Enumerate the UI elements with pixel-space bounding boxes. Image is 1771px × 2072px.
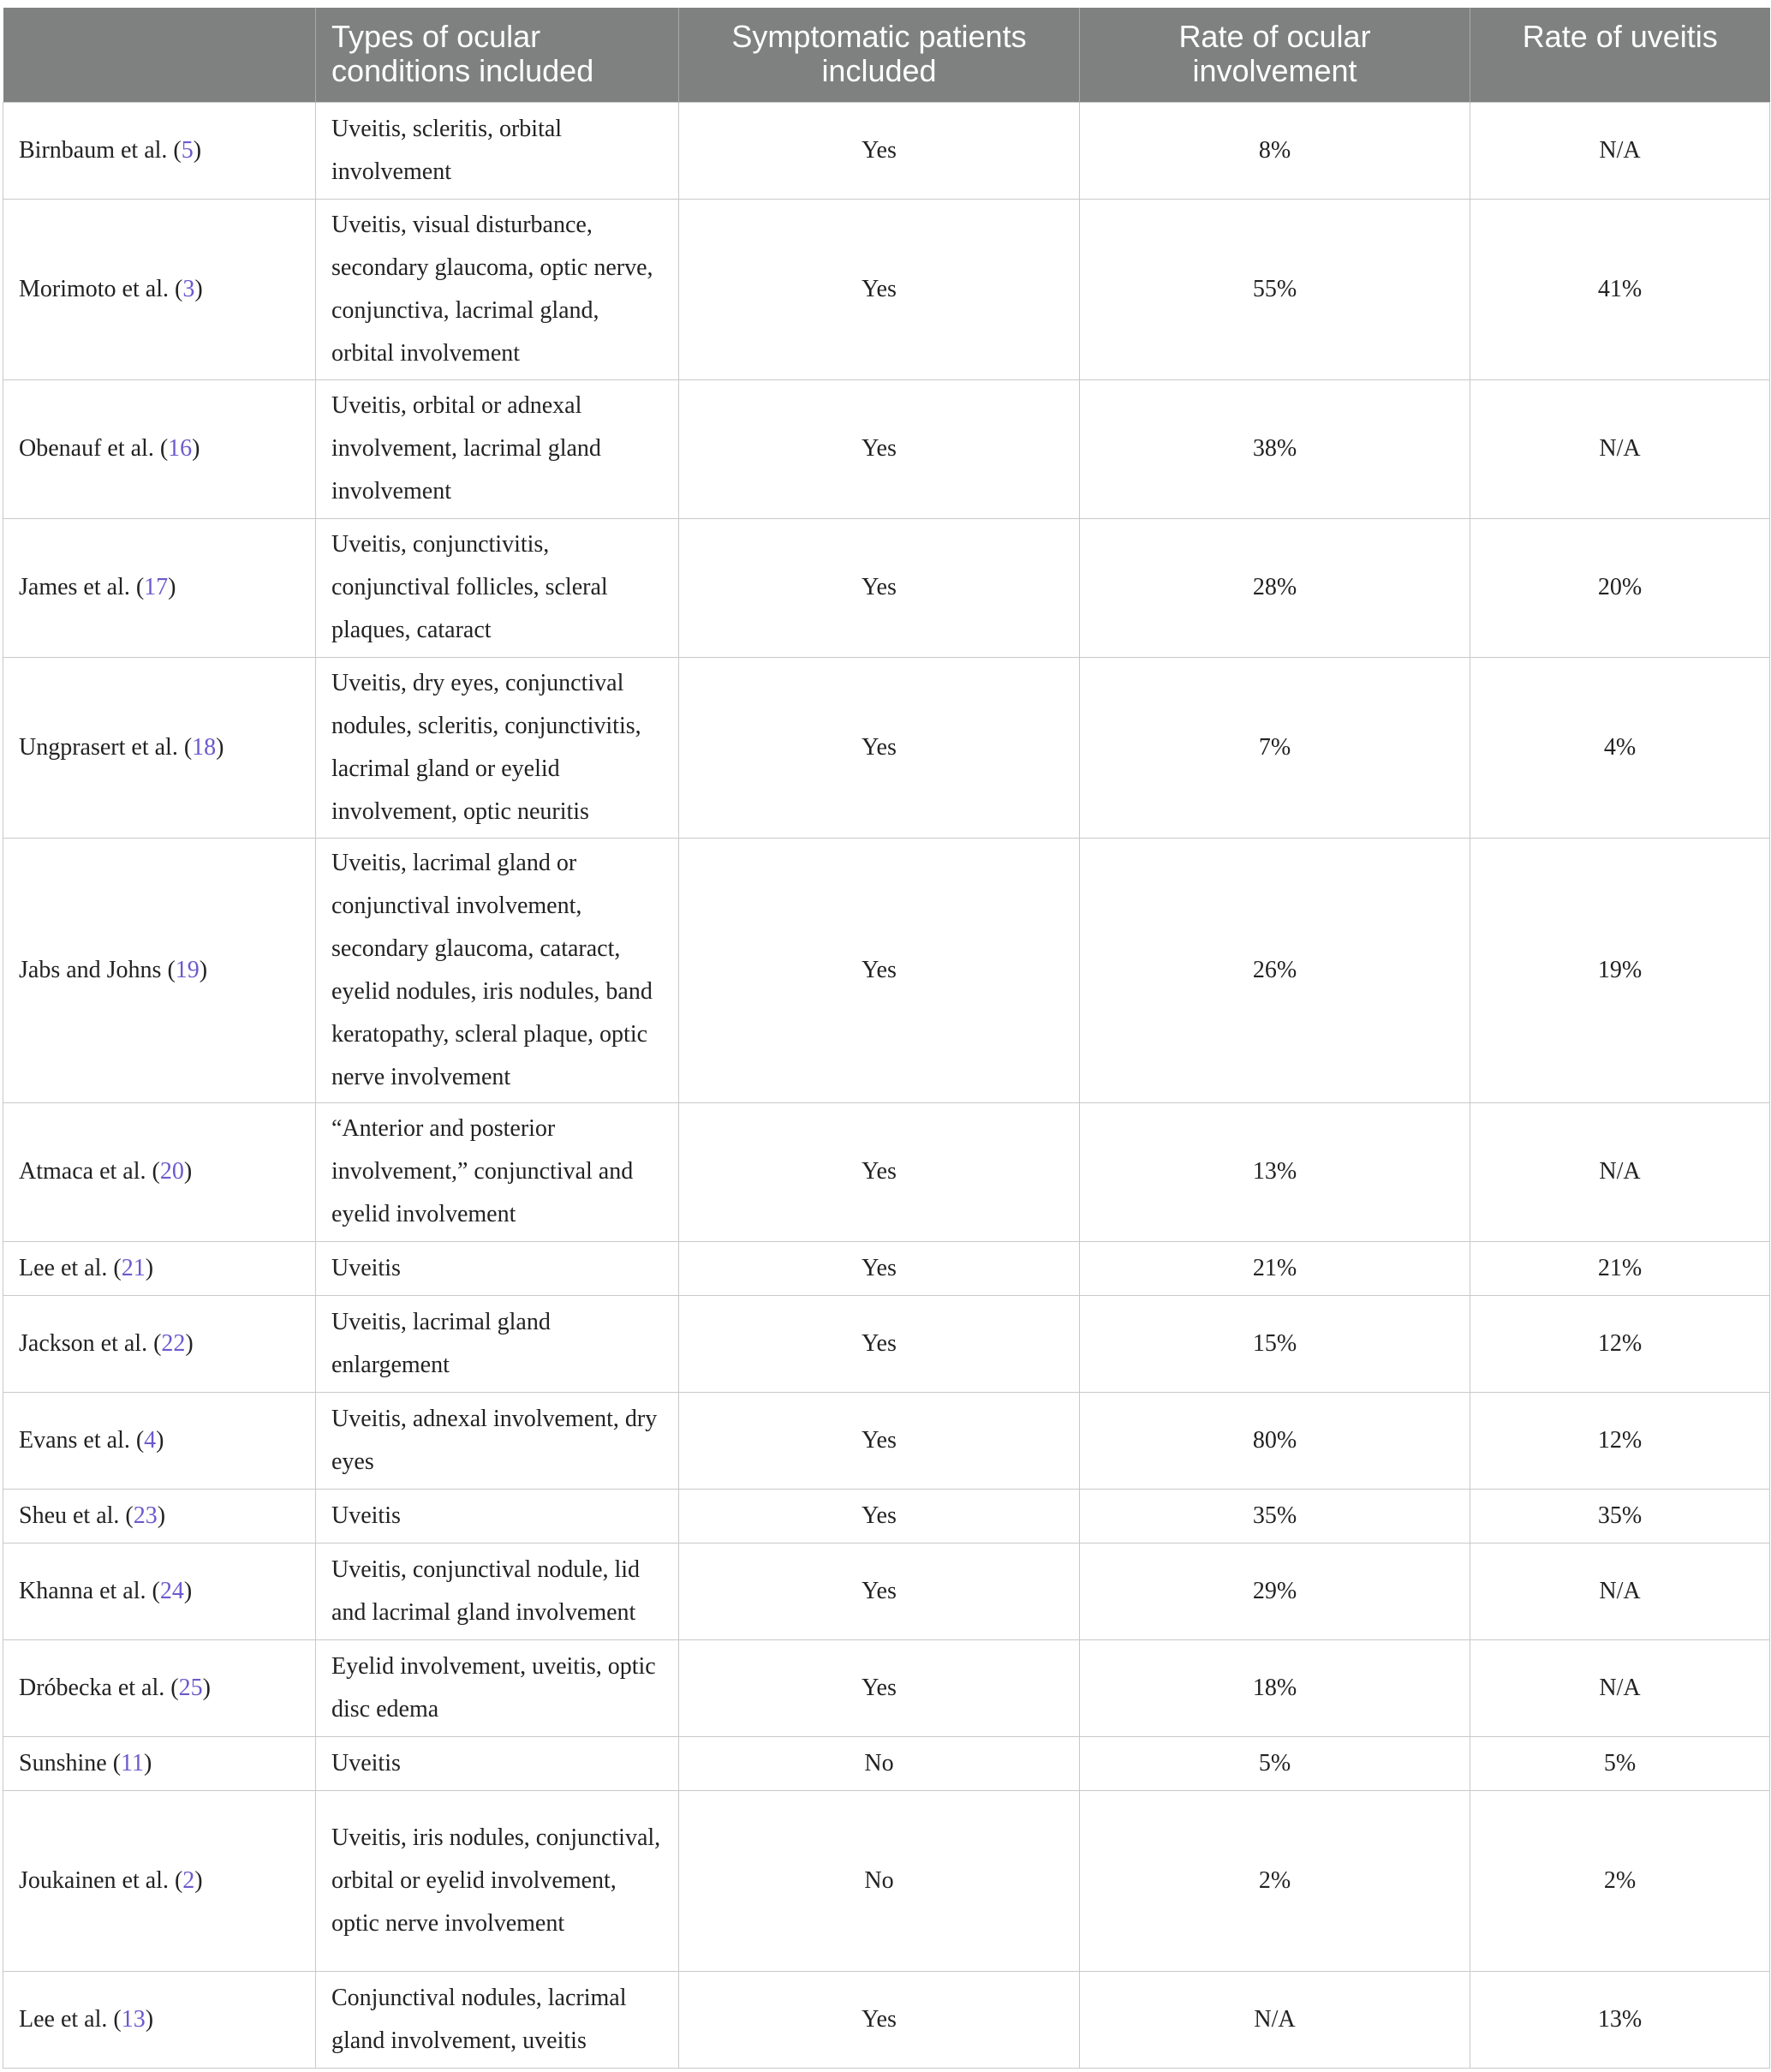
conditions-cell: Uveitis, lacrimal gland or conjunctival involvement, secondary glaucoma, cataract, eyelid nodules, iris nodules, band keratopathy, scleral plaque, optic nerve involvement [316, 838, 679, 1102]
study-name: Khanna et al. [19, 1577, 146, 1604]
uveitis-rate-cell: 21% [1470, 1241, 1770, 1295]
uveitis-rate-cell: 41% [1470, 199, 1770, 379]
table-body [3, 102, 1770, 2068]
ocular-rate-cell: 2% [1080, 1790, 1470, 1971]
study-name: Ungprasert et al. [19, 733, 178, 761]
reference-link[interactable]: 25 [178, 1674, 203, 1701]
study-cell: Sheu et al. (23) [3, 1489, 316, 1543]
uveitis-rate-cell: 4% [1470, 657, 1770, 838]
header-ocular-rate: Rate of ocular involvement [1080, 8, 1470, 102]
conditions-cell: Uveitis [316, 1736, 679, 1790]
ocular-rate-cell: 26% [1080, 838, 1470, 1102]
reference-link[interactable]: 5 [181, 136, 194, 164]
header-study [3, 8, 316, 102]
study-name: Lee et al. [19, 1254, 108, 1281]
reference-link[interactable]: 11 [121, 1749, 144, 1776]
conditions-cell: Uveitis, iris nodules, conjunctival, orbital or eyelid involvement, optic nerve involvement [316, 1790, 679, 1971]
header-conditions: Types of ocular conditions included [316, 8, 679, 102]
conditions-cell: Uveitis [316, 1489, 679, 1543]
ocular-rate-cell: 29% [1080, 1543, 1470, 1639]
table-row [3, 1971, 1770, 2068]
uveitis-rate-cell: 12% [1470, 1295, 1770, 1392]
conditions-cell: Conjunctival nodules, lacrimal gland involvement, uveitis [316, 1971, 679, 2068]
symptomatic-cell: Yes [679, 102, 1080, 199]
study-name: Jabs and Johns [19, 956, 162, 983]
symptomatic-cell: Yes [679, 1543, 1080, 1639]
conditions-cell: Eyelid involvement, uveitis, optic disc edema [316, 1639, 679, 1736]
symptomatic-cell: Yes [679, 1295, 1080, 1392]
ocular-rate-cell: 5% [1080, 1736, 1470, 1790]
symptomatic-cell: Yes [679, 1241, 1080, 1295]
study-cell: Atmaca et al. (20) [3, 1102, 316, 1241]
ocular-rate-cell: 18% [1080, 1639, 1470, 1736]
reference-link[interactable]: 4 [144, 1426, 157, 1454]
conditions-cell: Uveitis, adnexal involvement, dry eyes [316, 1392, 679, 1489]
study-cell: Sunshine (11) [3, 1736, 316, 1790]
table-row [3, 1790, 1770, 1971]
ocular-rate-cell: 7% [1080, 657, 1470, 838]
symptomatic-cell: Yes [679, 1639, 1080, 1736]
header-uveitis-rate: Rate of uveitis [1470, 8, 1770, 102]
table-row [3, 838, 1770, 1102]
table-row [3, 518, 1770, 657]
study-cell: Lee et al. (21) [3, 1241, 316, 1295]
uveitis-rate-cell: 12% [1470, 1392, 1770, 1489]
ocular-rate-cell: 21% [1080, 1241, 1470, 1295]
ocular-rate-cell: N/A [1080, 1971, 1470, 2068]
study-cell: Ungprasert et al. (18) [3, 657, 316, 838]
conditions-cell: Uveitis [316, 1241, 679, 1295]
uveitis-rate-cell: N/A [1470, 102, 1770, 199]
study-name: Obenauf et al. [19, 435, 154, 462]
reference-link[interactable]: 20 [159, 1158, 184, 1185]
table-row [3, 1736, 1770, 1790]
ocular-rate-cell: 35% [1080, 1489, 1470, 1543]
table-row [3, 1639, 1770, 1736]
study-name: Sheu et al. [19, 1502, 120, 1529]
ocular-rate-cell: 15% [1080, 1295, 1470, 1392]
table-row [3, 1543, 1770, 1639]
study-cell: Khanna et al. (24) [3, 1543, 316, 1639]
conditions-cell: Uveitis, dry eyes, conjunctival nodules, scleritis, conjunctivitis, lacrimal gland or eyelid involvement, optic neuritis [316, 657, 679, 838]
reference-link[interactable]: 21 [121, 1254, 146, 1281]
study-cell: Joukainen et al. (2) [3, 1790, 316, 1971]
table-row [3, 1489, 1770, 1543]
study-cell: Morimoto et al. (3) [3, 199, 316, 379]
reference-link[interactable]: 16 [168, 435, 193, 462]
table-row [3, 1295, 1770, 1392]
conditions-cell: “Anterior and posterior involvement,” conjunctival and eyelid involvement [316, 1102, 679, 1241]
symptomatic-cell: Yes [679, 657, 1080, 838]
study-cell: Evans et al. (4) [3, 1392, 316, 1489]
table-row [3, 1102, 1770, 1241]
study-cell: James et al. (17) [3, 518, 316, 657]
symptomatic-cell: Yes [679, 1102, 1080, 1241]
ocular-rate-cell: 28% [1080, 518, 1470, 657]
uveitis-rate-cell: N/A [1470, 1639, 1770, 1736]
reference-link[interactable]: 13 [121, 2005, 146, 2033]
symptomatic-cell: Yes [679, 1392, 1080, 1489]
symptomatic-cell: Yes [679, 838, 1080, 1102]
reference-link[interactable]: 23 [133, 1502, 158, 1529]
ocular-rate-cell: 80% [1080, 1392, 1470, 1489]
study-cell: Jackson et al. (22) [3, 1295, 316, 1392]
uveitis-rate-cell: N/A [1470, 1102, 1770, 1241]
reference-link[interactable]: 2 [182, 1866, 195, 1894]
study-name: Dróbecka et al. [19, 1674, 165, 1701]
conditions-cell: Uveitis, visual disturbance, secondary glaucoma, optic nerve, conjunctiva, lacrimal gland, orbital involvement [316, 199, 679, 379]
symptomatic-cell: Yes [679, 1489, 1080, 1543]
reference-link[interactable]: 24 [159, 1577, 184, 1604]
reference-link[interactable]: 19 [175, 956, 200, 983]
ocular-rate-cell: 8% [1080, 102, 1470, 199]
uveitis-rate-cell: N/A [1470, 1543, 1770, 1639]
study-name: Joukainen et al. [19, 1866, 169, 1894]
study-name: Sunshine [19, 1749, 107, 1776]
study-name: Morimoto et al. [19, 275, 169, 302]
study-name: Atmaca et al. [19, 1158, 146, 1185]
study-cell: Dróbecka et al. (25) [3, 1639, 316, 1736]
uveitis-rate-cell: 13% [1470, 1971, 1770, 2068]
symptomatic-cell: Yes [679, 379, 1080, 518]
table-row [3, 657, 1770, 838]
ocular-rate-cell: 13% [1080, 1102, 1470, 1241]
conditions-cell: Uveitis, lacrimal gland enlargement [316, 1295, 679, 1392]
study-cell: Birnbaum et al. (5) [3, 102, 316, 199]
ocular-involvement-table [3, 8, 1770, 2069]
study-cell: Lee et al. (13) [3, 1971, 316, 2068]
study-name: Lee et al. [19, 2005, 108, 2033]
symptomatic-cell: Yes [679, 518, 1080, 657]
header-symptomatic: Symptomatic patients included [679, 8, 1080, 102]
table-row [3, 199, 1770, 379]
conditions-cell: Uveitis, conjunctival nodule, lid and lacrimal gland involvement [316, 1543, 679, 1639]
reference-link[interactable]: 17 [144, 574, 169, 600]
uveitis-rate-cell: 20% [1470, 518, 1770, 657]
uveitis-rate-cell: N/A [1470, 379, 1770, 518]
ocular-rate-cell: 38% [1080, 379, 1470, 518]
table-row [3, 1241, 1770, 1295]
uveitis-rate-cell: 35% [1470, 1489, 1770, 1543]
study-cell: Obenauf et al. (16) [3, 379, 316, 518]
symptomatic-cell: Yes [679, 1971, 1080, 2068]
symptomatic-cell: Yes [679, 199, 1080, 379]
study-name: Birnbaum et al. [19, 136, 168, 164]
conditions-cell: Uveitis, orbital or adnexal involvement, lacrimal gland involvement [316, 379, 679, 518]
symptomatic-cell: No [679, 1736, 1080, 1790]
reference-link[interactable]: 22 [161, 1329, 186, 1357]
reference-link[interactable]: 18 [192, 733, 217, 761]
uveitis-rate-cell: 2% [1470, 1790, 1770, 1971]
reference-link[interactable]: 3 [182, 275, 195, 302]
uveitis-rate-cell: 5% [1470, 1736, 1770, 1790]
study-name: Evans et al. [19, 1426, 130, 1454]
conditions-cell: Uveitis, conjunctivitis, conjunctival follicles, scleral plaques, cataract [316, 518, 679, 657]
study-cell: Jabs and Johns (19) [3, 838, 316, 1102]
conditions-cell: Uveitis, scleritis, orbital involvement [316, 102, 679, 199]
table-row [3, 1392, 1770, 1489]
table-row [3, 379, 1770, 518]
ocular-rate-cell: 55% [1080, 199, 1470, 379]
header-row [3, 8, 1770, 102]
study-name: Jackson et al. [19, 1329, 148, 1357]
comparison-table-container [3, 8, 1769, 2069]
table-row [3, 102, 1770, 199]
uveitis-rate-cell: 19% [1470, 838, 1770, 1102]
study-name: James et al. [19, 574, 130, 600]
symptomatic-cell: No [679, 1790, 1080, 1971]
table-header [3, 8, 1770, 102]
